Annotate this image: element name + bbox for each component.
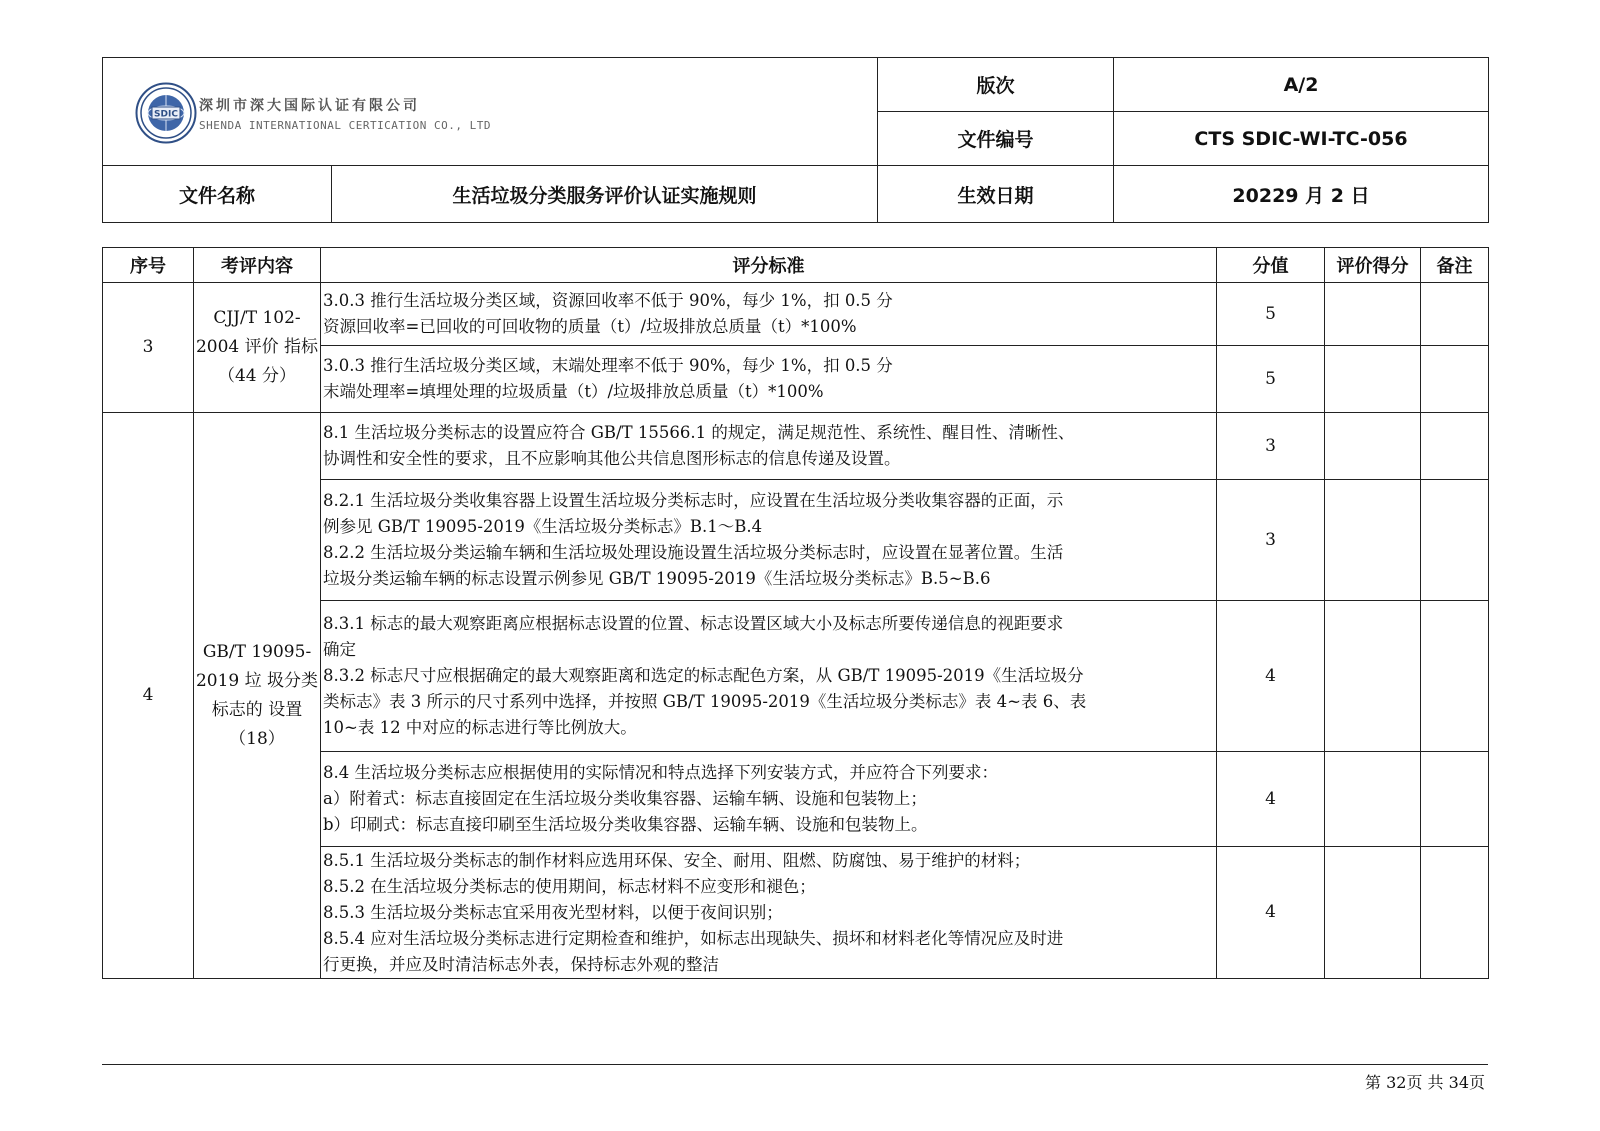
criteria-text: 8.3.1 标志的最大观察距离应根据标志设置的位置、标志设置区域大小及标志所要传递信息的视距要求 确定 8.3.2 标志尺寸应根据确定的最大观察距离和选定的标志配色方案，从 GB/T 19095-2019《生活垃圾分 类标志》表 3 所示的尺寸系列中选择，并按照 GB/T 19095-2019《生活垃圾分类标志》表 4~表 6、表 10~表 12 中对应的标志进行等比例放大。 — [321, 601, 1217, 752]
document-header — [102, 57, 1489, 223]
version-label: 版次 — [878, 58, 1114, 112]
svg-text:SDIC: SDIC — [154, 109, 178, 120]
effective-date-label: 生效日期 — [878, 166, 1114, 223]
criteria-text: 8.1 生活垃圾分类标志的设置应符合 GB/T 15566.1 的规定，满足规范性、系统性、醒目性、清晰性、 协调性和安全性的要求，且不应影响其他公共信息图形标志的信息传递及设置。 — [321, 413, 1217, 480]
col-header-no: 序号 — [103, 248, 194, 283]
page-number: 第 32页 共 34页 — [1365, 1073, 1485, 1092]
evaluation-content: GB/T 19095-2019 垃 圾分类标志的 设置（18） — [194, 413, 321, 979]
criteria-text: 8.4 生活垃圾分类标志应根据使用的实际情况和特点选择下列安装方式，并应符合下列要求： a）附着式：标志直接固定在生活垃圾分类收集容器、运输车辆、设施和包装物上； b）印刷式：标志直接印刷至生活垃圾分类收集容器、运输车辆、设施和包装物上。 — [321, 752, 1217, 847]
criteria-text: 8.5.1 生活垃圾分类标志的制作材料应选用环保、安全、耐用、阻燃、防腐蚀、易于维护的材料； 8.5.2 在生活垃圾分类标志的使用期间，标志材料不应变形和褪色； 8.5.3 生活垃圾分类标志宜采用夜光型材料，以便于夜间识别； 8.5.4 应对生活垃圾分类标志进行定期检查和维护，如标志出现缺失、损坏和材料老化等情况应及时进 行更换，并应及时清洁标志外表，保持标志外观的整洁 — [321, 847, 1217, 979]
remarks-cell[interactable] — [1421, 480, 1489, 601]
evaluated-score-cell[interactable] — [1325, 601, 1421, 752]
remarks-cell[interactable] — [1421, 283, 1489, 346]
version-value: A/2 — [1114, 58, 1489, 112]
table-row — [103, 413, 1489, 480]
criteria-text: 3.0.3 推行生活垃圾分类区域，末端处理率不低于 90%，每少 1%，扣 0.5 分 末端处理率=填埋处理的垃圾质量（t）/垃圾排放总质量（t）*100% — [321, 346, 1217, 413]
company-name-cn: 深圳市深大国际认证有限公司 — [199, 97, 420, 114]
criteria-text: 3.0.3 推行生活垃圾分类区域，资源回收率不低于 90%，每少 1%，扣 0.5 分 资源回收率=已回收的可回收物的质量（t）/垃圾排放总质量（t）*100% — [321, 283, 1217, 346]
remarks-cell[interactable] — [1421, 601, 1489, 752]
doc-name-value: 生活垃圾分类服务评价认证实施规则 — [332, 166, 878, 223]
evaluation-content: CJJ/T 102-2004 评价 指标（44 分） — [194, 283, 321, 413]
company-name-en: SHENDA INTERNATIONAL CERTICATION CO., LTD — [199, 118, 492, 132]
doc-number-value: CTS SDIC-WI-TC-056 — [1114, 112, 1489, 166]
evaluated-score-cell[interactable] — [1325, 480, 1421, 601]
evaluation-table — [102, 247, 1489, 979]
score-value: 4 — [1217, 752, 1325, 847]
item-number: 3 — [103, 283, 194, 413]
evaluated-score-cell[interactable] — [1325, 752, 1421, 847]
score-value: 5 — [1217, 346, 1325, 413]
evaluated-score-cell[interactable] — [1325, 346, 1421, 413]
col-header-score: 分值 — [1217, 248, 1325, 283]
remarks-cell[interactable] — [1421, 413, 1489, 480]
col-header-content: 考评内容 — [194, 248, 321, 283]
criteria-text: 8.2.1 生活垃圾分类收集容器上设置生活垃圾分类标志时，应设置在生活垃圾分类收集容器的正面，示 例参见 GB/T 19095-2019《生活垃圾分类标志》B.1～B.4 8.2.2 生活垃圾分类运输车辆和生活垃圾处理设施设置生活垃圾分类标志时，应设置在显著位置。生活 垃圾分类运输车辆的标志设置示例参见 GB/T 19095-2019《生活垃圾分类标志》B.5~B.6 — [321, 480, 1217, 601]
col-header-criteria: 评分标准 — [321, 248, 1217, 283]
score-value: 4 — [1217, 847, 1325, 979]
item-number: 4 — [103, 413, 194, 979]
doc-name-label: 文件名称 — [103, 166, 332, 223]
score-value: 4 — [1217, 601, 1325, 752]
company-logo-block — [103, 58, 878, 166]
evaluated-score-cell[interactable] — [1325, 847, 1421, 979]
col-header-evaluated-score: 评价得分 — [1325, 248, 1421, 283]
evaluated-score-cell[interactable] — [1325, 283, 1421, 346]
effective-date-value: 20229 月 2 日 — [1114, 166, 1489, 223]
table-header-row — [103, 248, 1489, 283]
evaluated-score-cell[interactable] — [1325, 413, 1421, 480]
score-value: 3 — [1217, 413, 1325, 480]
score-value: 3 — [1217, 480, 1325, 601]
remarks-cell[interactable] — [1421, 346, 1489, 413]
table-row — [103, 283, 1489, 346]
footer-divider — [102, 1064, 1488, 1065]
col-header-remarks: 备注 — [1421, 248, 1489, 283]
doc-number-label: 文件编号 — [878, 112, 1114, 166]
company-seal-icon — [135, 82, 197, 144]
remarks-cell[interactable] — [1421, 752, 1489, 847]
score-value: 5 — [1217, 283, 1325, 346]
remarks-cell[interactable] — [1421, 847, 1489, 979]
